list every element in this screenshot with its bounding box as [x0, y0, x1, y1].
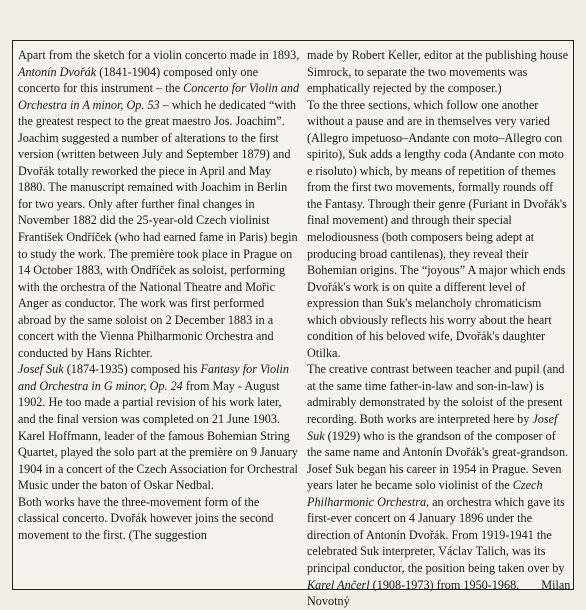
paragraph-form: Both works have the three-movement form of the classical concerto. Dvořák however joins the second movement to the first. (The suggestion [18, 494, 274, 542]
work-title: Fantasy for Violin and Orchestra in G minor, Op. 24 [18, 362, 289, 393]
composer-name: Josef Suk [18, 362, 64, 377]
soloist-name: Josef Suk [307, 412, 558, 443]
liner-notes-frame [12, 40, 574, 609]
left-column [18, 47, 300, 543]
work-title: Concerto for Violin and Orchestra in A minor, Op. 53 [18, 81, 300, 112]
paragraph-soloist: The creative contrast between teacher and pupil (and at the same time father-in-law and son-in-law) is admirably demonstrated by the soloist of the present recording. Both works are interpreted here by Josef Suk (1929) who is the grandson of the composer of the same name and Antonín Dvořák's great-grandson. Josef Suk began his career in 1954 in Prague. Seven years later he became solo violinist of the Czech Philharmonic Orchestra, an orchestra which gave its first-ever concert on 4 January 1896 under the direction of Antonín Dvořák. From 1919-1941 the celebrated Suk interpreter, Václav Talich, was its principal conductor, the position being taken over by Karel Ančerl (1908-1973) from 1950-1968. Milan Novotný [307, 362, 571, 609]
paragraph-continuation: made by Robert Keller, editor at the publishing house Simrock, to separate the two movements was emphatically rejected by the composer.) [307, 48, 569, 96]
paragraph-suk: Josef Suk (1874-1935) composed his Fantasy for Violin and Orchestra in G minor, Op. 24 from May - August 1902. He too made a partial revision of his work later, and the final version was completed on 21 June 1903. Karel Hoffmann, leader of the famous Bohemian String Quartet, played the solo part at the première on 9 January 1904 in a concert of the Czech Association for Orchestral Music under the baton of Oskar Nedbal. [18, 362, 298, 493]
author-signature: Milan Novotný [307, 577, 571, 609]
paragraph-dvorak: Apart from the sketch for a violin concerto made in 1893, Antonín Dvořák (1841-1904) composed only one concerto for this instrument – the Concerto for Violin and Orchestra in A minor, Op. 53 – which he dedicated “with the greatest respect to the great maestro Jos. Joachim”. Joachim suggested a number of alterations to the first version (written between July and September 1879) and Dvořák totally reworked the piece in April and May 1880. The manuscript remained with Joachim in Berlin for two years. Only after further final changes in November 1882 did the 25-year-old Czech violinist František Ondříček (who had earned fame in Paris) begin to study the work. The première took place in Prague on 14 October 1883, with Ondříček as soloist, performing with the orchestra of the National Theatre and Mořic Anger as conductor. The work was first performed abroad by the same soloist on 2 December 1883 in a concert with the Vienna Philharmonic Orchestra and conducted by Hans Richter. [18, 48, 300, 360]
orchestra-name: Czech Philharmonic Orchestra [307, 478, 543, 509]
right-column [307, 47, 571, 610]
paragraph-sections: To the three sections, which follow one another without a pause and are in themselves very varied (Allegro impetuoso–Andante con moto–Allegro con spirito), Suk adds a lengthy coda (Andante con moto e risoluto) which, by means of repetition of themes from the first two movements, formally rounds off the Fantasy. Through their genre (Furiant in Dvořák's final movement) and through their special melodiousness (both composers being adept at producing broad cantilenas), they reveal their Bohemian origins. The “joyous” A major which ends Dvořák's work is on quite a different level of expression than Suk's melancholy chromaticism which obviously reflects his worry about the heart condition of his beloved wife, Dvořák's daughter Otilka. [307, 97, 567, 360]
composer-name: Antonín Dvořák [18, 64, 97, 79]
conductor-name: Karel Ančerl [307, 577, 370, 592]
